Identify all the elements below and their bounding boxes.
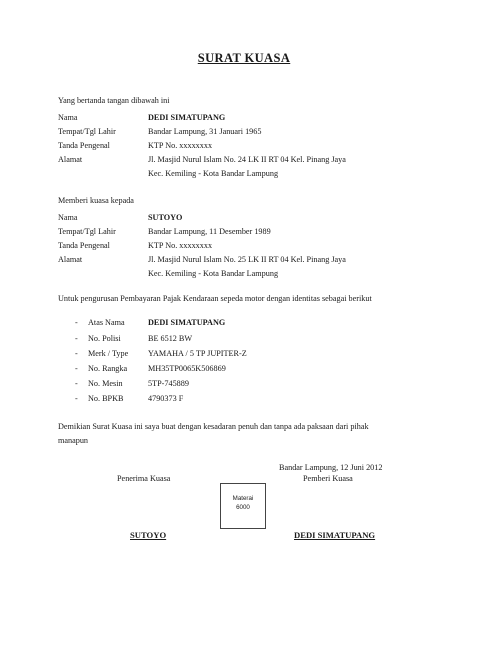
grantee-id-label: Tanda Pengenal bbox=[58, 241, 110, 250]
grantor-name-value: DEDI SIMATUPANG bbox=[148, 113, 226, 122]
vehicle-brand-value: YAMAHA / 5 TP JUPITER-Z bbox=[148, 349, 247, 358]
stamp-value: 6000 bbox=[236, 504, 250, 511]
grantee-name-label: Nama bbox=[58, 213, 78, 222]
list-bullet: - bbox=[75, 364, 78, 373]
vehicle-brand-label: Merk / Type bbox=[88, 349, 129, 358]
stamp-label: Materai bbox=[232, 495, 254, 502]
grantor-id-value: KTP No. xxxxxxxx bbox=[148, 141, 213, 150]
giver-label: Pemberi Kuasa bbox=[303, 474, 353, 483]
grantor-address-value: Jl. Masjid Nurul Islam No. 24 LK II RT 04 Kel. Pinang Jaya bbox=[148, 155, 346, 164]
receiver-label: Penerima Kuasa bbox=[117, 474, 171, 483]
list-bullet: - bbox=[75, 379, 78, 388]
grantee-id-value: KTP No. xxxxxxxx bbox=[148, 241, 213, 250]
grantee-address-label: Alamat bbox=[58, 255, 83, 264]
vehicle-frame-value: MH35TP0065K506869 bbox=[148, 364, 226, 373]
grantor-birth-label: Tempat/Tgl Lahir bbox=[58, 127, 116, 136]
vehicle-owner-label: Atas Nama bbox=[88, 318, 125, 327]
grantee-address-line2: Kec. Kemiling - Kota Bandar Lampung bbox=[148, 269, 279, 278]
vehicle-owner-value: DEDI SIMATUPANG bbox=[148, 318, 226, 327]
place-date: Bandar Lampung, 12 Juni 2012 bbox=[279, 463, 383, 472]
list-bullet: - bbox=[75, 394, 78, 403]
closing-line-1: Demikian Surat Kuasa ini saya buat dengan kesadaran penuh dan tanpa ada paksaan dari pihak bbox=[58, 422, 369, 431]
list-bullet: - bbox=[75, 318, 78, 327]
grantee-birth-value: Bandar Lampung, 11 Desember 1989 bbox=[148, 227, 271, 236]
document-title: SURAT KUASA bbox=[197, 51, 291, 65]
closing-line-2: manapun bbox=[58, 436, 89, 445]
vehicle-bpkb-label: No. BPKB bbox=[88, 394, 124, 403]
list-bullet: - bbox=[75, 334, 78, 343]
purpose-text: Untuk pengurusan Pembayaran Pajak Kendaraan sepeda motor dengan identitas sebagai berikut bbox=[58, 294, 372, 303]
grantee-birth-label: Tempat/Tgl Lahir bbox=[58, 227, 116, 236]
grantee-name-value: SUTOYO bbox=[148, 213, 183, 222]
grantor-id-label: Tanda Pengenal bbox=[58, 141, 110, 150]
intro-text: Yang bertanda tangan dibawah ini bbox=[58, 96, 170, 105]
grantee-address-value: Jl. Masjid Nurul Islam No. 25 LK II RT 04 Kel. Pinang Jaya bbox=[148, 255, 346, 264]
revenue-stamp-box bbox=[220, 483, 266, 529]
vehicle-plate-label: No. Polisi bbox=[88, 334, 121, 343]
grantor-name-label: Nama bbox=[58, 113, 78, 122]
vehicle-engine-value: 5TP-745889 bbox=[148, 379, 189, 388]
receiver-signature-name: SUTOYO bbox=[130, 530, 167, 540]
vehicle-frame-label: No. Rangka bbox=[88, 364, 128, 373]
grantor-address-line2: Kec. Kemiling - Kota Bandar Lampung bbox=[148, 169, 279, 178]
giver-signature-name: DEDI SIMATUPANG bbox=[294, 530, 376, 540]
grantor-birth-value: Bandar Lampung, 31 Januari 1965 bbox=[148, 127, 262, 136]
vehicle-bpkb-value: 4790373 F bbox=[148, 394, 184, 403]
vehicle-engine-label: No. Mesin bbox=[88, 379, 123, 388]
grant-intro-text: Memberi kuasa kepada bbox=[58, 196, 134, 205]
grantor-address-label: Alamat bbox=[58, 155, 83, 164]
list-bullet: - bbox=[75, 349, 78, 358]
vehicle-plate-value: BE 6512 BW bbox=[148, 334, 193, 343]
